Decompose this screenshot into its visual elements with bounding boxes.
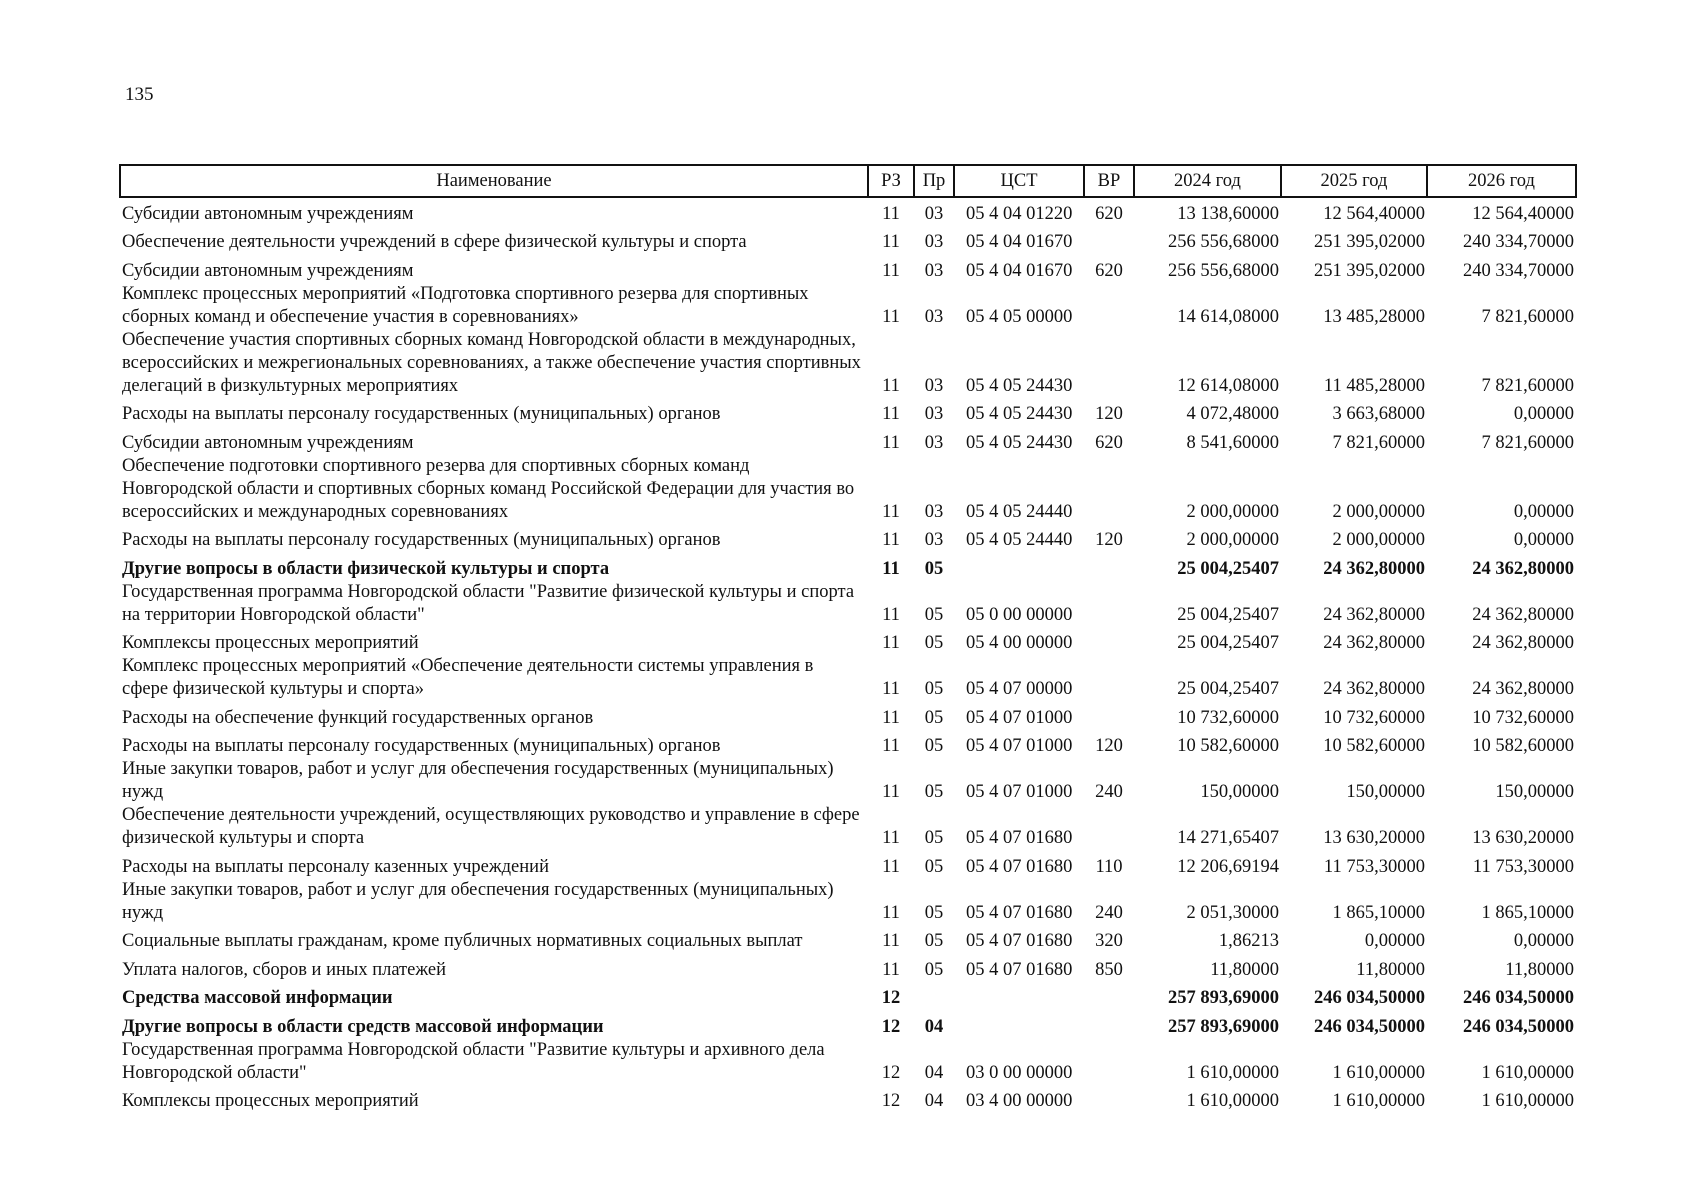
cell-2026: 1 610,00000: [1481, 1062, 1574, 1083]
cell-rz: 11: [882, 707, 900, 728]
cell-cst: 05 4 07 01000: [966, 736, 1073, 756]
budget-table: [119, 164, 1577, 1113]
cell-2024: 2 051,30000: [1186, 902, 1279, 923]
cell-pr: 05: [924, 959, 944, 980]
cell-cst: 05 4 07 01680: [966, 959, 1073, 980]
cell-pr: 03: [924, 375, 944, 396]
header-name: Наименование: [120, 165, 868, 197]
cell-pr: 05: [924, 902, 944, 923]
cell-2024: 8 541,60000: [1186, 432, 1279, 453]
cell-rz: 11: [882, 260, 900, 281]
cell-2026: 24 362,80000: [1472, 679, 1574, 699]
cell-2026: 10 732,60000: [1472, 707, 1574, 728]
cell-cst: 05 4 05 24430: [966, 432, 1073, 453]
cell-cst: 05 4 05 24430: [966, 375, 1073, 396]
cell-vr: [1084, 455, 1134, 524]
cell-2024: 4 072,48000: [1186, 404, 1279, 424]
cell-2024: 257 893,69000: [1168, 988, 1279, 1008]
cell-pr: 05: [924, 856, 944, 877]
cell-rz: 11: [882, 306, 900, 327]
header-2025: 2025 год: [1281, 165, 1427, 197]
table-row: [120, 524, 1576, 553]
cell-pr: 04: [924, 1091, 944, 1111]
cell-name: Расходы на выплаты персоналу государственных (муниципальных) органов: [122, 736, 721, 756]
cell-cst: 05 4 07 01680: [966, 902, 1073, 923]
cell-name: Другие вопросы в области средств массовой информации: [122, 1016, 604, 1037]
cell-name: Комплексы процессных мероприятий: [122, 633, 419, 653]
cell-2024: 1,86213: [1218, 931, 1279, 951]
cell-cst: 03 0 00 00000: [966, 1062, 1073, 1083]
table-row: [120, 730, 1576, 759]
cell-rz: 11: [882, 931, 900, 951]
cell-cst: 05 4 07 01680: [966, 931, 1073, 951]
cell-2025: 2 000,00000: [1332, 501, 1425, 522]
cell-cst: 05 0 00 00000: [966, 604, 1073, 625]
table-row: [120, 925, 1576, 954]
cell-rz: 12: [881, 988, 901, 1008]
cell-name: Комплекс процессных мероприятий «Обеспечение деятельности системы управления в сфере физической культуры и спорта»: [122, 656, 814, 699]
cell-2025: 13 485,28000: [1323, 306, 1425, 327]
cell-2025: 12 564,40000: [1323, 203, 1425, 224]
cell-vr: 120: [1095, 404, 1123, 424]
cell-pr: 04: [924, 1016, 944, 1037]
cell-cst: 05 4 05 24440: [966, 501, 1073, 522]
cell-2025: 7 821,60000: [1332, 432, 1425, 453]
cell-rz: 12: [881, 1091, 901, 1111]
table-row: [120, 627, 1576, 656]
cell-2025: 13 630,20000: [1323, 828, 1425, 848]
header-rz: РЗ: [868, 165, 914, 197]
cell-2026: 24 362,80000: [1472, 558, 1574, 579]
cell-2024: 2 000,00000: [1186, 501, 1279, 522]
cell-2024: 12 614,08000: [1177, 375, 1279, 396]
cell-pr: 03: [924, 260, 944, 281]
cell-vr: 620: [1095, 260, 1123, 281]
header-vr: ВР: [1084, 165, 1134, 197]
cell-2026: 1 610,00000: [1481, 1091, 1574, 1111]
cell-pr: 03: [924, 203, 944, 224]
cell-vr: 120: [1095, 736, 1123, 756]
cell-2026: 24 362,80000: [1472, 633, 1574, 653]
cell-vr: 240: [1095, 902, 1123, 923]
cell-rz: 11: [882, 736, 900, 756]
cell-rz: 11: [882, 902, 900, 923]
cell-2024: 10 732,60000: [1177, 707, 1279, 728]
cell-pr: 05: [924, 707, 944, 728]
cell-2025: 11,80000: [1356, 959, 1425, 980]
cell-rz: 11: [882, 203, 900, 224]
cell-rz: 12: [881, 1016, 901, 1037]
cell-vr: [1084, 982, 1134, 1011]
cell-pr: 03: [924, 306, 944, 327]
cell-cst: 05 4 05 24430: [966, 404, 1073, 424]
cell-2025: 251 395,02000: [1314, 260, 1425, 281]
cell-name: Субсидии автономным учреждениям: [122, 203, 414, 224]
cell-name: Комплекс процессных мероприятий «Подготовка спортивного резерва для спортивных сборных команд и обеспечение участия в соревнованиях»: [122, 283, 809, 327]
table-header-row: [120, 165, 1576, 197]
cell-rz: 11: [882, 856, 900, 877]
cell-vr: [1084, 552, 1134, 581]
cell-2024: 256 556,68000: [1168, 232, 1279, 252]
cell-2025: 1 610,00000: [1332, 1062, 1425, 1083]
cell-pr: 04: [924, 1062, 944, 1083]
table-row: [120, 1010, 1576, 1039]
cell-2026: 1 865,10000: [1481, 902, 1574, 923]
cell-2025: 24 362,80000: [1323, 633, 1425, 653]
cell-pr: 05: [924, 633, 944, 653]
cell-rz: 11: [882, 432, 900, 453]
header-pr: Пр: [914, 165, 954, 197]
cell-name: Обеспечение деятельности учреждений, осуществляющих руководство и управление в сфере физической культуры и спорта: [122, 805, 860, 848]
cell-2024: 12 206,69194: [1177, 856, 1279, 877]
cell-rz: 11: [882, 375, 900, 396]
cell-2026: 246 034,50000: [1463, 1016, 1574, 1037]
table-row: [120, 552, 1576, 581]
table-row: [120, 953, 1576, 982]
cell-2024: 2 000,00000: [1186, 530, 1279, 550]
cell-name: Расходы на обеспечение функций государственных органов: [122, 707, 594, 728]
cell-2025: 246 034,50000: [1314, 988, 1425, 1008]
table-body: [120, 197, 1576, 1113]
table-row: [120, 655, 1576, 701]
cell-vr: 850: [1095, 959, 1123, 980]
cell-vr: [1084, 627, 1134, 656]
table-row: [120, 850, 1576, 879]
cell-name: Обеспечение подготовки спортивного резерва для спортивных сборных команд Новгородской области и спортивных сборных команд Российской Федерации для участия во всероссийских и международных соревнованиях: [122, 455, 855, 522]
cell-2024: 11,80000: [1210, 959, 1279, 980]
table-row: [120, 283, 1576, 329]
cell-2026: 150,00000: [1495, 782, 1574, 802]
cell-2024: 1 610,00000: [1186, 1062, 1279, 1083]
cell-name: Государственная программа Новгородской области "Развитие физической культуры и спорта на территории Новгородской области": [122, 581, 855, 625]
cell-name: Социальные выплаты гражданам, кроме публичных нормативных социальных выплат: [122, 931, 803, 951]
cell-2024: 14 271,65407: [1177, 828, 1279, 848]
cell-cst: 05 4 04 01670: [966, 260, 1073, 281]
cell-vr: [1084, 655, 1134, 701]
cell-cst: 05 4 04 01670: [966, 232, 1073, 252]
cell-2025: 10 732,60000: [1323, 707, 1425, 728]
cell-rz: 11: [882, 604, 900, 625]
cell-pr: 05: [924, 828, 944, 848]
cell-pr: 03: [924, 432, 944, 453]
cell-2024: 14 614,08000: [1177, 306, 1279, 327]
cell-vr: [1084, 1085, 1134, 1114]
table-row: [120, 226, 1576, 255]
cell-rz: 11: [882, 828, 900, 848]
cell-pr: 05: [924, 604, 944, 625]
cell-2026: 240 334,70000: [1463, 260, 1574, 281]
cell-2024: 25 004,25407: [1177, 633, 1279, 653]
cell-name: Субсидии автономным учреждениям: [122, 432, 414, 453]
cell-rz: 11: [882, 530, 900, 550]
cell-2024: 25 004,25407: [1177, 604, 1279, 625]
cell-2026: 0,00000: [1513, 501, 1574, 522]
cell-vr: 240: [1095, 782, 1123, 802]
cell-name: Расходы на выплаты персоналу государственных (муниципальных) органов: [122, 404, 721, 424]
cell-vr: [1084, 804, 1134, 850]
table-row: [120, 804, 1576, 850]
cell-cst: 05 4 04 01220: [966, 203, 1073, 224]
cell-2026: 0,00000: [1513, 404, 1574, 424]
cell-vr: [1084, 1039, 1134, 1085]
header-2024: 2024 год: [1134, 165, 1281, 197]
cell-pr: [914, 982, 954, 1011]
cell-rz: 11: [882, 959, 900, 980]
cell-2024: 25 004,25407: [1177, 679, 1279, 699]
table-row: [120, 197, 1576, 226]
cell-2025: 3 663,68000: [1332, 404, 1425, 424]
cell-pr: 03: [924, 501, 944, 522]
cell-2025: 24 362,80000: [1323, 604, 1425, 625]
cell-2024: 150,00000: [1200, 782, 1279, 802]
cell-2024: 257 893,69000: [1168, 1016, 1279, 1037]
cell-name: Уплата налогов, сборов и иных платежей: [122, 959, 447, 980]
cell-rz: 11: [882, 558, 900, 579]
cell-cst: 05 4 05 00000: [966, 306, 1073, 327]
cell-vr: [1084, 329, 1134, 398]
cell-2024: 256 556,68000: [1168, 260, 1279, 281]
cell-name: Обеспечение участия спортивных сборных команд Новгородской области в международных, всероссийских и межрегиональных соревнованиях, а также обеспечение участия спортивных делегаций в физкультурных мероприятиях: [122, 329, 861, 396]
cell-2025: 10 582,60000: [1323, 736, 1425, 756]
cell-vr: [1084, 1010, 1134, 1039]
cell-pr: 05: [924, 558, 944, 579]
cell-2026: 246 034,50000: [1463, 988, 1574, 1008]
cell-2024: 10 582,60000: [1177, 736, 1279, 756]
cell-2025: 11 753,30000: [1323, 856, 1425, 877]
cell-2026: 13 630,20000: [1472, 828, 1574, 848]
cell-name: Комплексы процессных мероприятий: [122, 1091, 419, 1111]
table-row: [120, 758, 1576, 804]
table-row: [120, 329, 1576, 398]
cell-2025: 2 000,00000: [1332, 530, 1425, 550]
table-row: [120, 879, 1576, 925]
cell-vr: [1084, 581, 1134, 627]
cell-vr: [1084, 701, 1134, 730]
cell-2024: 13 138,60000: [1177, 203, 1279, 224]
cell-vr: [1084, 283, 1134, 329]
header-2026: 2026 год: [1427, 165, 1576, 197]
cell-2026: 10 582,60000: [1472, 736, 1574, 756]
cell-cst: 05 4 07 00000: [966, 679, 1073, 699]
cell-pr: 05: [924, 736, 944, 756]
page-number: 135: [125, 84, 154, 105]
cell-vr: 120: [1095, 530, 1123, 550]
cell-pr: 03: [924, 530, 944, 550]
cell-2026: 11 753,30000: [1472, 856, 1574, 877]
cell-name: Расходы на выплаты персоналу казенных учреждений: [122, 856, 549, 877]
cell-cst: [954, 552, 1084, 581]
table-row: [120, 701, 1576, 730]
cell-pr: 05: [924, 782, 944, 802]
cell-name: Иные закупки товаров, работ и услуг для обеспечения государственных (муниципальных) нужд: [122, 879, 834, 923]
cell-cst: 05 4 07 01000: [966, 707, 1073, 728]
cell-2026: 7 821,60000: [1481, 306, 1574, 327]
cell-cst: 05 4 07 01680: [966, 828, 1073, 848]
cell-rz: 11: [882, 679, 900, 699]
cell-rz: 11: [882, 501, 900, 522]
cell-2026: 7 821,60000: [1481, 375, 1574, 396]
cell-2025: 251 395,02000: [1314, 232, 1425, 252]
cell-2026: 0,00000: [1513, 931, 1574, 951]
cell-vr: 320: [1095, 931, 1123, 951]
cell-name: Субсидии автономным учреждениям: [122, 260, 414, 281]
cell-name: Средства массовой информации: [122, 988, 393, 1008]
cell-name: Расходы на выплаты персоналу государственных (муниципальных) органов: [122, 530, 721, 550]
cell-2026: 0,00000: [1513, 530, 1574, 550]
table-row: [120, 1039, 1576, 1085]
cell-cst: 03 4 00 00000: [966, 1091, 1073, 1111]
cell-2024: 1 610,00000: [1186, 1091, 1279, 1111]
cell-rz: 11: [882, 633, 900, 653]
table-row: [120, 982, 1576, 1011]
cell-name: Государственная программа Новгородской области "Развитие культуры и архивного дела Новгородской области": [122, 1039, 825, 1083]
cell-pr: 03: [924, 404, 944, 424]
cell-2025: 0,00000: [1364, 931, 1425, 951]
table-row: [120, 581, 1576, 627]
table-row: [120, 1085, 1576, 1114]
cell-2025: 246 034,50000: [1314, 1016, 1425, 1037]
cell-2025: 24 362,80000: [1323, 558, 1425, 579]
cell-vr: 110: [1095, 856, 1123, 877]
cell-name: Другие вопросы в области физической культуры и спорта: [122, 558, 610, 579]
cell-cst: [954, 1010, 1084, 1039]
cell-rz: 12: [881, 1062, 901, 1083]
cell-2026: 12 564,40000: [1472, 203, 1574, 224]
cell-vr: [1084, 226, 1134, 255]
cell-2026: 7 821,60000: [1481, 432, 1574, 453]
table-row: [120, 426, 1576, 455]
cell-name: Обеспечение деятельности учреждений в сфере физической культуры и спорта: [122, 232, 747, 252]
cell-rz: 11: [882, 782, 900, 802]
cell-2024: 25 004,25407: [1177, 558, 1279, 579]
cell-2025: 11 485,28000: [1323, 375, 1425, 396]
cell-2025: 24 362,80000: [1323, 679, 1425, 699]
cell-vr: 620: [1095, 432, 1123, 453]
cell-2026: 240 334,70000: [1463, 232, 1574, 252]
table-row: [120, 398, 1576, 427]
cell-cst: 05 4 07 01680: [966, 856, 1073, 877]
cell-pr: 05: [924, 931, 944, 951]
cell-cst: 05 4 05 24440: [966, 530, 1073, 550]
cell-vr: 620: [1095, 203, 1123, 224]
cell-rz: 11: [882, 232, 900, 252]
header-cst: ЦСТ: [954, 165, 1084, 197]
cell-2026: 24 362,80000: [1472, 604, 1574, 625]
cell-cst: 05 4 00 00000: [966, 633, 1073, 653]
cell-2025: 1 610,00000: [1332, 1091, 1425, 1111]
cell-name: Иные закупки товаров, работ и услуг для обеспечения государственных (муниципальных) нужд: [122, 759, 834, 802]
cell-cst: [954, 982, 1084, 1011]
cell-cst: 05 4 07 01000: [966, 782, 1073, 802]
cell-2026: 11,80000: [1505, 959, 1574, 980]
table-row: [120, 254, 1576, 283]
cell-pr: 05: [924, 679, 944, 699]
table-row: [120, 455, 1576, 524]
cell-rz: 11: [882, 404, 900, 424]
cell-2025: 1 865,10000: [1332, 902, 1425, 923]
cell-2025: 150,00000: [1346, 782, 1425, 802]
cell-pr: 03: [924, 232, 944, 252]
